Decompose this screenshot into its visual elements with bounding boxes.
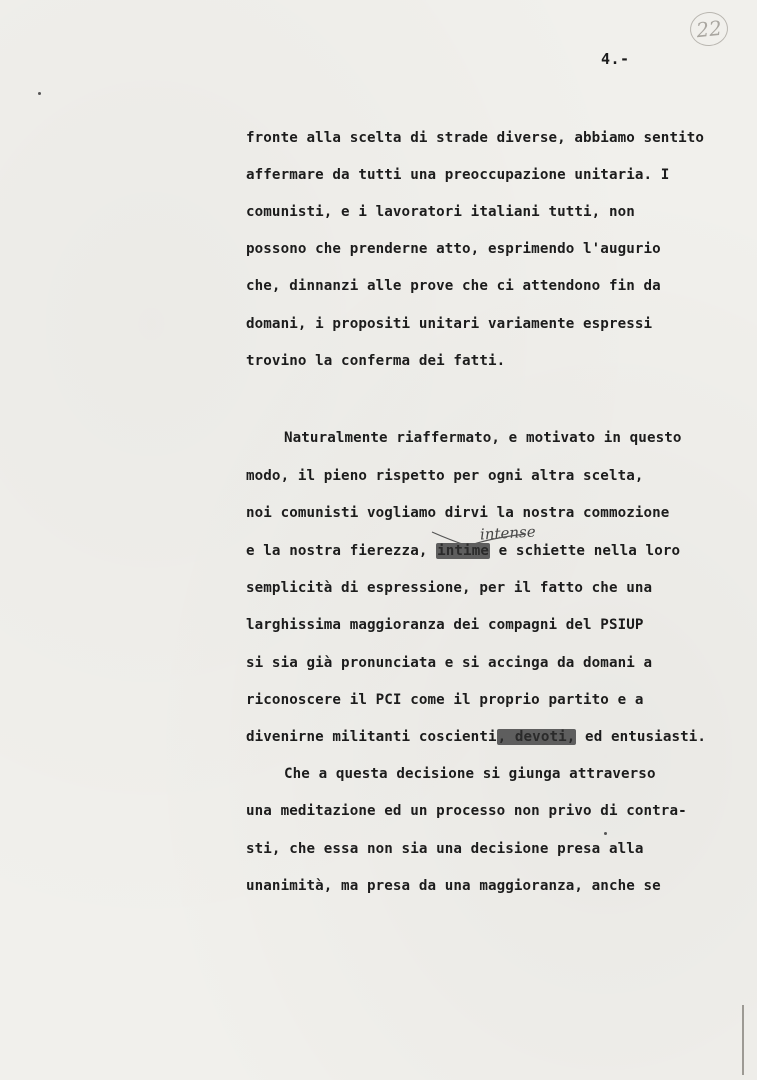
paper-speck	[604, 832, 607, 835]
text-line: semplicità di espressione, per il fatto che una	[246, 580, 653, 596]
text-line: Naturalmente riaffermato, e motivato in questo	[284, 430, 682, 446]
text-fragment: ed entusiasti.	[585, 729, 707, 745]
text-line: affermare da tutti una preoccupazione unitaria. I	[246, 167, 670, 183]
text-line: sti, che essa non sia una decisione presa alla	[246, 841, 644, 857]
text-line: larghissima maggioranza dei compagni del PSIUP	[246, 617, 644, 633]
struck-word: intime	[437, 543, 489, 559]
text-line: una meditazione ed un processo non privo di contra-	[246, 803, 687, 819]
text-line: riconoscere il PCI come il proprio partito e a	[246, 692, 644, 708]
text-line: Che a questa decisione si giunga attraverso	[284, 766, 656, 782]
text-line: modo, il pieno rispetto per ogni altra scelta,	[246, 468, 644, 484]
paper-speck	[38, 92, 41, 95]
text-line: comunisti, e i lavoratori italiani tutti, non	[246, 204, 635, 220]
text-line: possono che prenderne atto, esprimendo l'augurio	[246, 241, 661, 257]
page-number: 4.-	[601, 50, 630, 68]
text-fragment: e la nostra fierezza,	[246, 543, 437, 559]
struck-word: , devoti,	[497, 729, 576, 745]
text-fragment: divenirne militanti coscienti	[246, 729, 497, 745]
text-line: si sia già pronunciata e si accinga da domani a	[246, 655, 653, 671]
text-line: che, dinnanzi alle prove che ci attendono fin da	[246, 278, 661, 294]
text-line: domani, i propositi unitari variamente espressi	[246, 316, 653, 332]
text-line: unanimità, ma presa da una maggioranza, anche se	[246, 878, 661, 894]
text-line-with-correction	[246, 727, 706, 747]
text-fragment: e schiette nella loro	[498, 543, 681, 559]
handwritten-insertion: intense	[479, 522, 537, 544]
text-line: fronte alla scelta di strade diverse, abbiamo sentito	[246, 130, 705, 146]
text-line-with-correction	[246, 541, 680, 561]
paper-edge-mark	[742, 1005, 744, 1075]
text-line: trovino la conferma dei fatti.	[246, 353, 506, 369]
text-line: noi comunisti vogliamo dirvi la nostra commozione	[246, 505, 670, 521]
folio-stamp: 22	[688, 10, 729, 48]
